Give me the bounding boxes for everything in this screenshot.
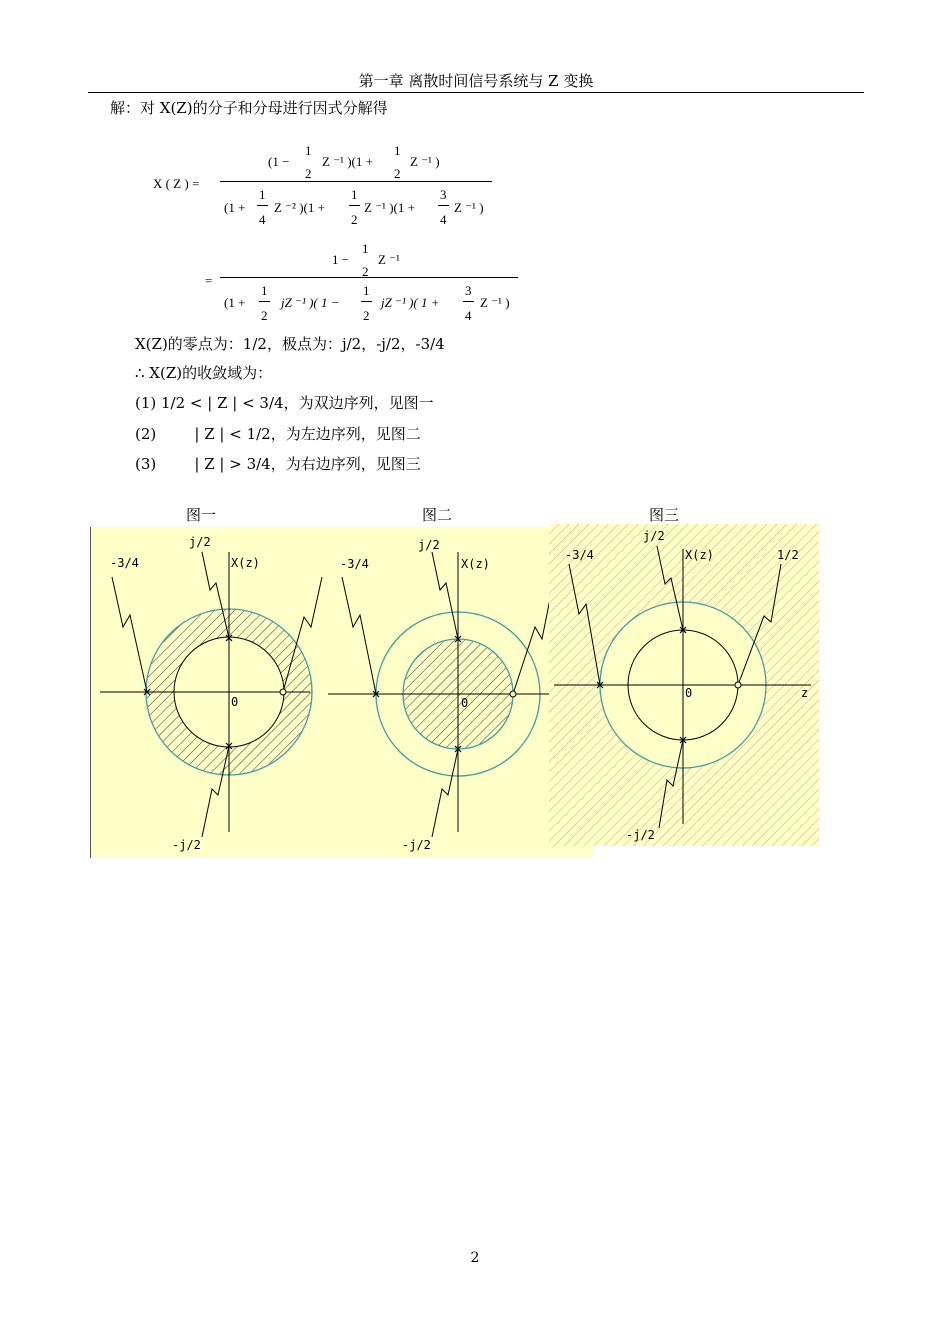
header-rule [88,92,864,93]
eq2-num-frac-bot: 2 [362,264,369,279]
eq1-den-b: Z ⁻² )(1 + [274,200,325,215]
eq2-den-frac3-bar [463,301,474,302]
eq2-den-a: (1 + [224,295,246,310]
zeros-poles-text: X(Z)的零点为：1/2，极点为：j/2，-j/2，-3/4 [135,335,445,353]
roc-title: ∴ X(Z)的收敛域为： [135,364,273,382]
eq1-num-frac1-top: 1 [305,143,312,158]
eq2-den-frac2-top: 1 [363,283,370,298]
zero-marker [510,691,516,697]
fig3-label-j2: j/2 [643,529,665,543]
eq2-den-c: jZ ⁻¹ )( 1 + [381,295,440,310]
eq1-den-frac3-top: 3 [440,187,447,202]
fig3-label-zero: 1/2 [777,548,799,562]
eq1-den-a: (1 + [224,200,246,215]
eq2-lhs: = [205,273,213,288]
fig3-label-axis: X(z) [685,548,714,562]
fig1-label-minus-j2: -j/2 [172,838,201,852]
figure-3-pole-zero-plot [549,524,819,846]
eq2-den-frac1-bot: 2 [261,308,268,323]
eq2-den-frac1-top: 1 [261,283,268,298]
eq2-den-d: Z ⁻¹ ) [480,295,510,310]
fig2-label-minus-j2: -j/2 [402,838,431,852]
fig3-label-minus-j2: -j/2 [626,828,655,842]
fig3-label-origin: 0 [685,686,693,700]
roc-case-1: (1) 1/2 < | Z | < 3/4，为双边序列，见图一 [135,394,434,412]
fig1-label-j2: j/2 [189,535,211,549]
eq2-num-b: Z ⁻¹ [378,252,400,267]
eq1-num-frac1-bot: 2 [305,166,312,181]
eq1-den-frac3-bot: 4 [440,212,447,227]
fig1-label-axis: X(z) [231,556,260,570]
eq1-num-frac2-bot: 2 [394,166,401,181]
eq1-den-c: Z ⁻¹ )(1 + [364,200,415,215]
eq1-den-frac2-bot: 2 [351,212,358,227]
fig2-label-minus-3-4: -3/4 [340,557,369,571]
zero-marker [280,689,286,695]
eq2-den-frac3-bot: 4 [465,308,472,323]
eq2-den-frac2-bot: 2 [363,308,370,323]
page-number: 2 [470,1250,480,1266]
eq1-den-frac1-bar [257,205,268,206]
eq1-num-frac2-top: 1 [394,143,401,158]
eq2-den-frac3-top: 3 [465,283,472,298]
figure-3-caption: 图三 [648,506,679,524]
fig3-label-z-axis: z [801,686,809,700]
zero-marker [735,682,741,688]
eq1-num-b: Z ⁻¹ )(1 + [322,154,373,169]
eq1-den-frac1-top: 1 [259,187,266,202]
fig2-label-j2: j/2 [418,538,440,552]
fig1-label-origin: 0 [231,695,239,709]
roc-case-3: (3) | Z | > 3/4，为右边序列，见图三 [135,455,421,473]
leader-minus-3-4 [112,577,147,692]
figure-1-pole-zero-plot [90,527,324,858]
fig1-label-minus-3-4: -3/4 [110,556,139,570]
eq2-num-frac-top: 1 [362,241,369,256]
leader-minus-3-4 [342,577,376,694]
chapter-header: 第一章 离散时间信号系统与 Z 变换 [358,72,594,90]
fig3-label-minus-3-4: -3/4 [565,548,594,562]
eq1-den-d: Z ⁻¹ ) [454,200,484,215]
roc-case-2: (2) | Z | < 1/2，为左边序列，见图二 [135,425,421,443]
fig2-label-axis: X(z) [461,557,490,571]
eq2-num-a: 1 − [332,252,350,267]
eq2-fraction-bar [220,277,518,278]
figure-2-caption: 图二 [421,506,452,524]
eq1-den-frac2-bar [349,205,360,206]
eq1-fraction-bar [220,181,492,182]
eq1-num-a: (1 − [268,154,290,169]
eq1-den-frac3-bar [438,205,449,206]
eq1-den-frac2-top: 1 [351,187,358,202]
solution-intro: 解：对 X(Z)的分子和分母进行因式分解得 [110,99,388,117]
eq1-num-c: Z ⁻¹ ) [410,154,440,169]
eq1-den-frac1-bot: 4 [259,212,266,227]
eq2-den-b: jZ ⁻¹ )( 1 − [281,295,340,310]
eq2-den-frac2-bar [361,301,372,302]
figure-1-caption: 图一 [185,506,216,524]
fig2-label-origin: 0 [461,696,469,710]
eq1-lhs: X ( Z ) = [153,176,200,191]
eq2-den-frac1-bar [259,301,270,302]
